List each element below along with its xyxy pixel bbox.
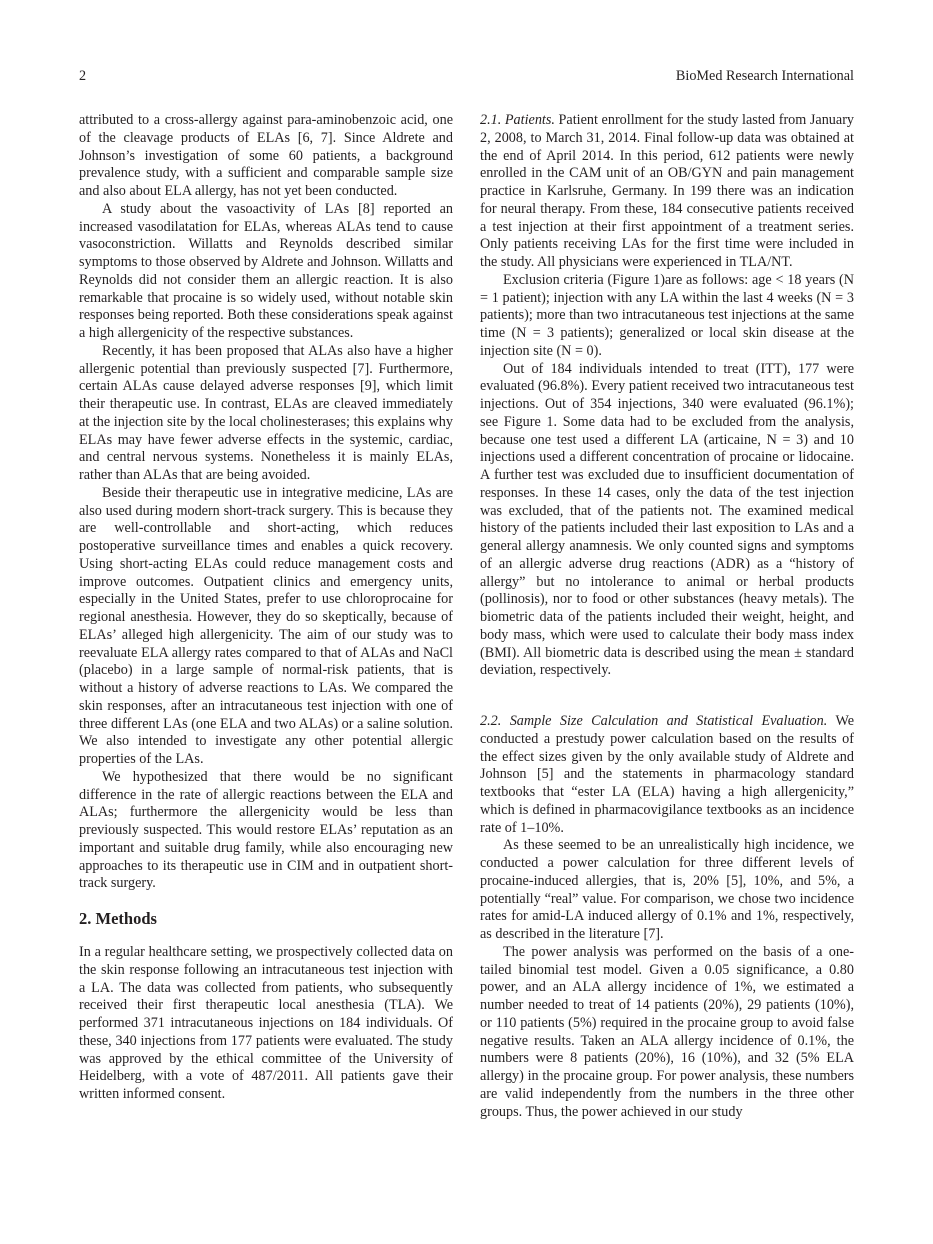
subsection-sample-size [480, 713, 854, 837]
paragraph: Exclusion criteria (Figure 1)are as follows: age < 18 years (N = 1 patient); injection with any LA within the last 4 weeks (N = 3 patients); more than two intracutaneous test injections at the same time (N = 3 patients); generalized or local skin disease at the injection site (N = 0). [480, 271, 854, 359]
right-column [480, 112, 854, 1121]
left-column [79, 112, 453, 1104]
paragraph: Beside their therapeutic use in integrative medicine, LAs are also used during modern short-track surgery. This is because they are well-controllable and short-acting, which reduces postoperative surveillance times and enables a quick recovery. Using short-acting ELAs could reduce management costs and improve outcomes. Outpatient clinics and emergency units, especially in the United States, prefer to use chloroprocaine for regional anesthesia. However, they do so skeptically, because of ELAs’ alleged high allergenicity. The aim of our study was to reevaluate ELA allergy rates compared to that of ALAs and NaCl (placebo) in a large sample of normal-risk patients, that is without a history of adverse reactions to LAs. We compared the skin responses, after an intracutaneous test injection with one of three different LAs (one ELA and two ALAs) or a saline solution. We also intended to investigate any other potential allergic properties of the LAs. [79, 484, 453, 767]
subsection-patients [480, 112, 854, 272]
paragraph-text: We conducted a prestudy power calculation based on the results of the effect sizes given by the only available study of Aldrete and Johnson [5] and the statements in pharmacology standard textbooks that “ester LA (ELA) having a high allergenicity,” which is defined in pharmacovigilance textbooks as an incidence rate of 1–10%. [480, 713, 854, 836]
paragraph: A study about the vasoactivity of LAs [8] reported an increased vasodilatation for ELAs, whereas ALAs tend to cause vasoconstriction. Willatts and Reynolds described similar symptoms to those observed by Aldrete and Johnson. Willatts and Reynolds did not consider them an allergic reaction. It is also remarkable that procaine is so widely used, without notable skin responses being reported. Both these considerations speak against a high allergenicity of the respective substances. [79, 200, 453, 341]
paragraph: We hypothesized that there would be no significant difference in the rate of allergic reactions between the ELA and ALAs; furthermore the allergenicity would be less than previously suspected. This would restore ELAs’ reputation as an important and suitable drug family, while also encouraging new approaches to its therapeutic use in CIM and in outpatient short-track surgery. [79, 768, 453, 892]
paragraph: The power analysis was performed on the basis of a one-tailed binomial test model. Given a 0.05 significance, a 0.80 power, and an ALA allergy incidence of 1%, we estimated a number needed to treat of 14 patients (20%), 29 patients (10%), or 110 patients (5%) required in the procaine group to avoid false negative results. Taken an ALA allergy incidence of 0.1%, the numbers were 8 patients (20%), 16 (10%), and 32 (5% ELA allergy) in the procaine group. For power analysis, these numbers are valid independently from the numbers in the three other groups. Thus, the power achieved in our study [480, 943, 854, 1120]
page-number: 2 [79, 68, 87, 84]
paragraph-text: Patient enrollment for the study lasted from January 2, 2008, to March 31, 2014. Final follow-up data was obtained at the end of April 2014. In this period, 612 patients were newly enrolled in the CAM unit of an OB/GYN and pain management practice in Karlsruhe, Germany. In 199 there was an indication for neural therapy. From these, 184 consecutive patients received a test injection at their first appointment of a treatment series. Only patients receiving LAs for the first time were included in the study. All physicians were experienced in TLA/NT. [480, 112, 855, 270]
subsection-title: 2.2. Sample Size Calculation and Statistical Evaluation. [480, 713, 828, 729]
paragraph: Out of 184 individuals intended to treat (ITT), 177 were evaluated (96.8%). Every patient received two intracutaneous test injections. Out of 354 injections, 340 were evaluated (96.1%); see Figure 1. Some data had to be excluded from the analysis, because one test used a different LA (articaine, N = 3) and 10 injections used a different concentration of procaine or lidocaine. A further test was excluded due to insufficient documentation of responses. In these 14 cases, only the data of the test injection was excluded, that of the patients not. The examined medical history of the patients included their last exposition to LAs and a general allergy anamnesis. We only counted signs and symptoms of an allergic adverse drug reactions (ADR) as a “history of allergy” but no intolerance to animal or herbal products (pollinosis), nor to food or other substances (heavy metals). The biometric data of the patients included their weight, height, and body mass, which were used to calculate their body mass index (BMI). All biometric data is described using the mean ± standard deviation, respectively. [480, 360, 854, 679]
paragraph: Recently, it has been proposed that ALAs also have a higher allergenic potential than previously suspected [7]. Furthermore, certain ALAs cause delayed adverse responses [9], which limit their therapeutic use. In contrast, ELAs are cleaved immediately at the injection site by the local cholinesterases; this explains why ELAs may have fewer adverse effects in the systemic, cardiac, and central nervous systems. Nonetheless it is mainly ELAs, rather than ALAs that are being avoided. [79, 342, 453, 483]
subsection-title: 2.1. Patients. [480, 112, 555, 128]
section-heading-methods: 2. Methods [79, 909, 157, 928]
paragraph: attributed to a cross-allergy against para-aminobenzoic acid, one of the cleavage products of ELAs [6, 7]. Since Aldrete and Johnson’s investigation of some 60 patients, a background prevalence study, with a sufficient and comparable sample size and also about ELA allergy, has not yet been conducted. [79, 112, 453, 199]
journal-title: BioMed Research International [675, 68, 854, 84]
paragraph: As these seemed to be an unrealistically high incidence, we conducted a power calculation for three different levels of procaine-induced allergies, that is, 20% [5], 10%, and 5%, a potentially “real” value. For comparison, we chose two incidence rates for amid-LA induced allergy of 0.1% and 1%, respectively, as described in the literature [7]. [480, 837, 854, 942]
paragraph: In a regular healthcare setting, we prospectively collected data on the skin response following an intracutaneous test injection with a LA. The data was collected from patients, who subsequently received their first therapeutic local anesthesia (TLA). We performed 371 intracutaneous injections on 184 individuals. Of these, 340 injections from 177 patients were evaluated. The study was approved by the ethical committee of the University of Heidelberg, with a vote of 487/2011. All patients gave their written informed consent. [79, 944, 453, 1102]
page-header [79, 66, 854, 86]
